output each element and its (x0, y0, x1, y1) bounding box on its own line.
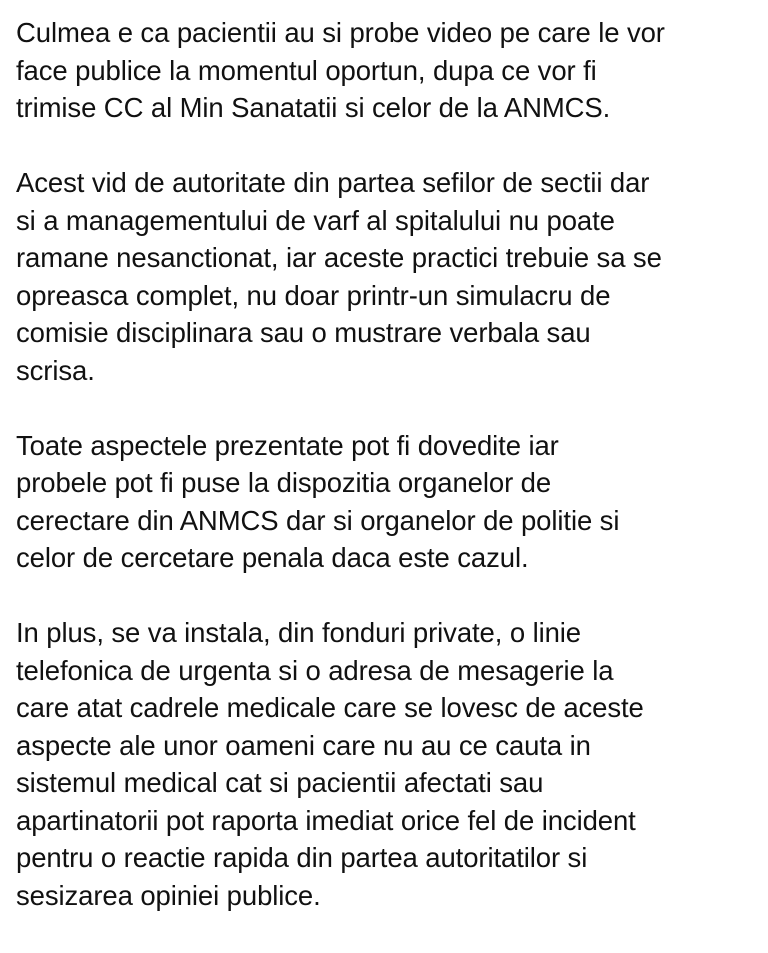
text-line: apartinatorii pot raporta imediat orice fel de incident (16, 804, 636, 836)
text-line: sistemul medical cat si pacientii afectati sau (16, 767, 544, 798)
text-line: cerectare din ANMCS dar si organelor de politie si (16, 504, 620, 536)
paragraph-4 (16, 614, 760, 914)
text-line: aspecte ale unor oameni care nu au ce cauta in (16, 729, 591, 761)
text-line: si a managementului de varf al spitalului nu poate (16, 204, 615, 236)
text-line: comisie disciplinara sau o mustrare verbala sau (16, 317, 591, 348)
text-line: trimise CC al Min Sanatatii si celor de la ANMCS. (16, 92, 611, 123)
text-line: ramane nesanctionat, iar aceste practici trebuie sa se (16, 242, 662, 273)
text-line: Toate aspectele prezentate pot fi dovedite iar (16, 429, 559, 461)
paragraph-3 (16, 427, 760, 577)
text-line: opreasca complet, nu doar printr-un simulacru de (16, 279, 611, 311)
text-line: probele pot fi puse la dispozitia organelor de (16, 467, 552, 498)
text-line: Acest vid de autoritate din partea sefilor de sectii dar (16, 167, 650, 198)
paragraph-1 (16, 14, 760, 127)
document-body (16, 14, 760, 952)
paragraph-2 (16, 164, 760, 389)
text-line: In plus, se va instala, din fonduri private, o linie (16, 617, 581, 648)
text-line: sesizarea opiniei publice. (16, 879, 321, 911)
text-line: care atat cadrele medicale care se lovesc de aceste (16, 692, 644, 723)
text-line: face publice la momentul oportun, dupa ce vor fi (16, 54, 597, 86)
text-line: celor de cercetare penala daca este cazul. (16, 542, 529, 573)
text-line: telefonica de urgenta si o adresa de mesagerie la (16, 654, 614, 686)
text-line: pentru o reactie rapida din partea autoritatilor si (16, 842, 588, 873)
text-line: scrisa. (16, 354, 95, 386)
text-line: Culmea e ca pacientii au si probe video pe care le vor (16, 17, 665, 48)
